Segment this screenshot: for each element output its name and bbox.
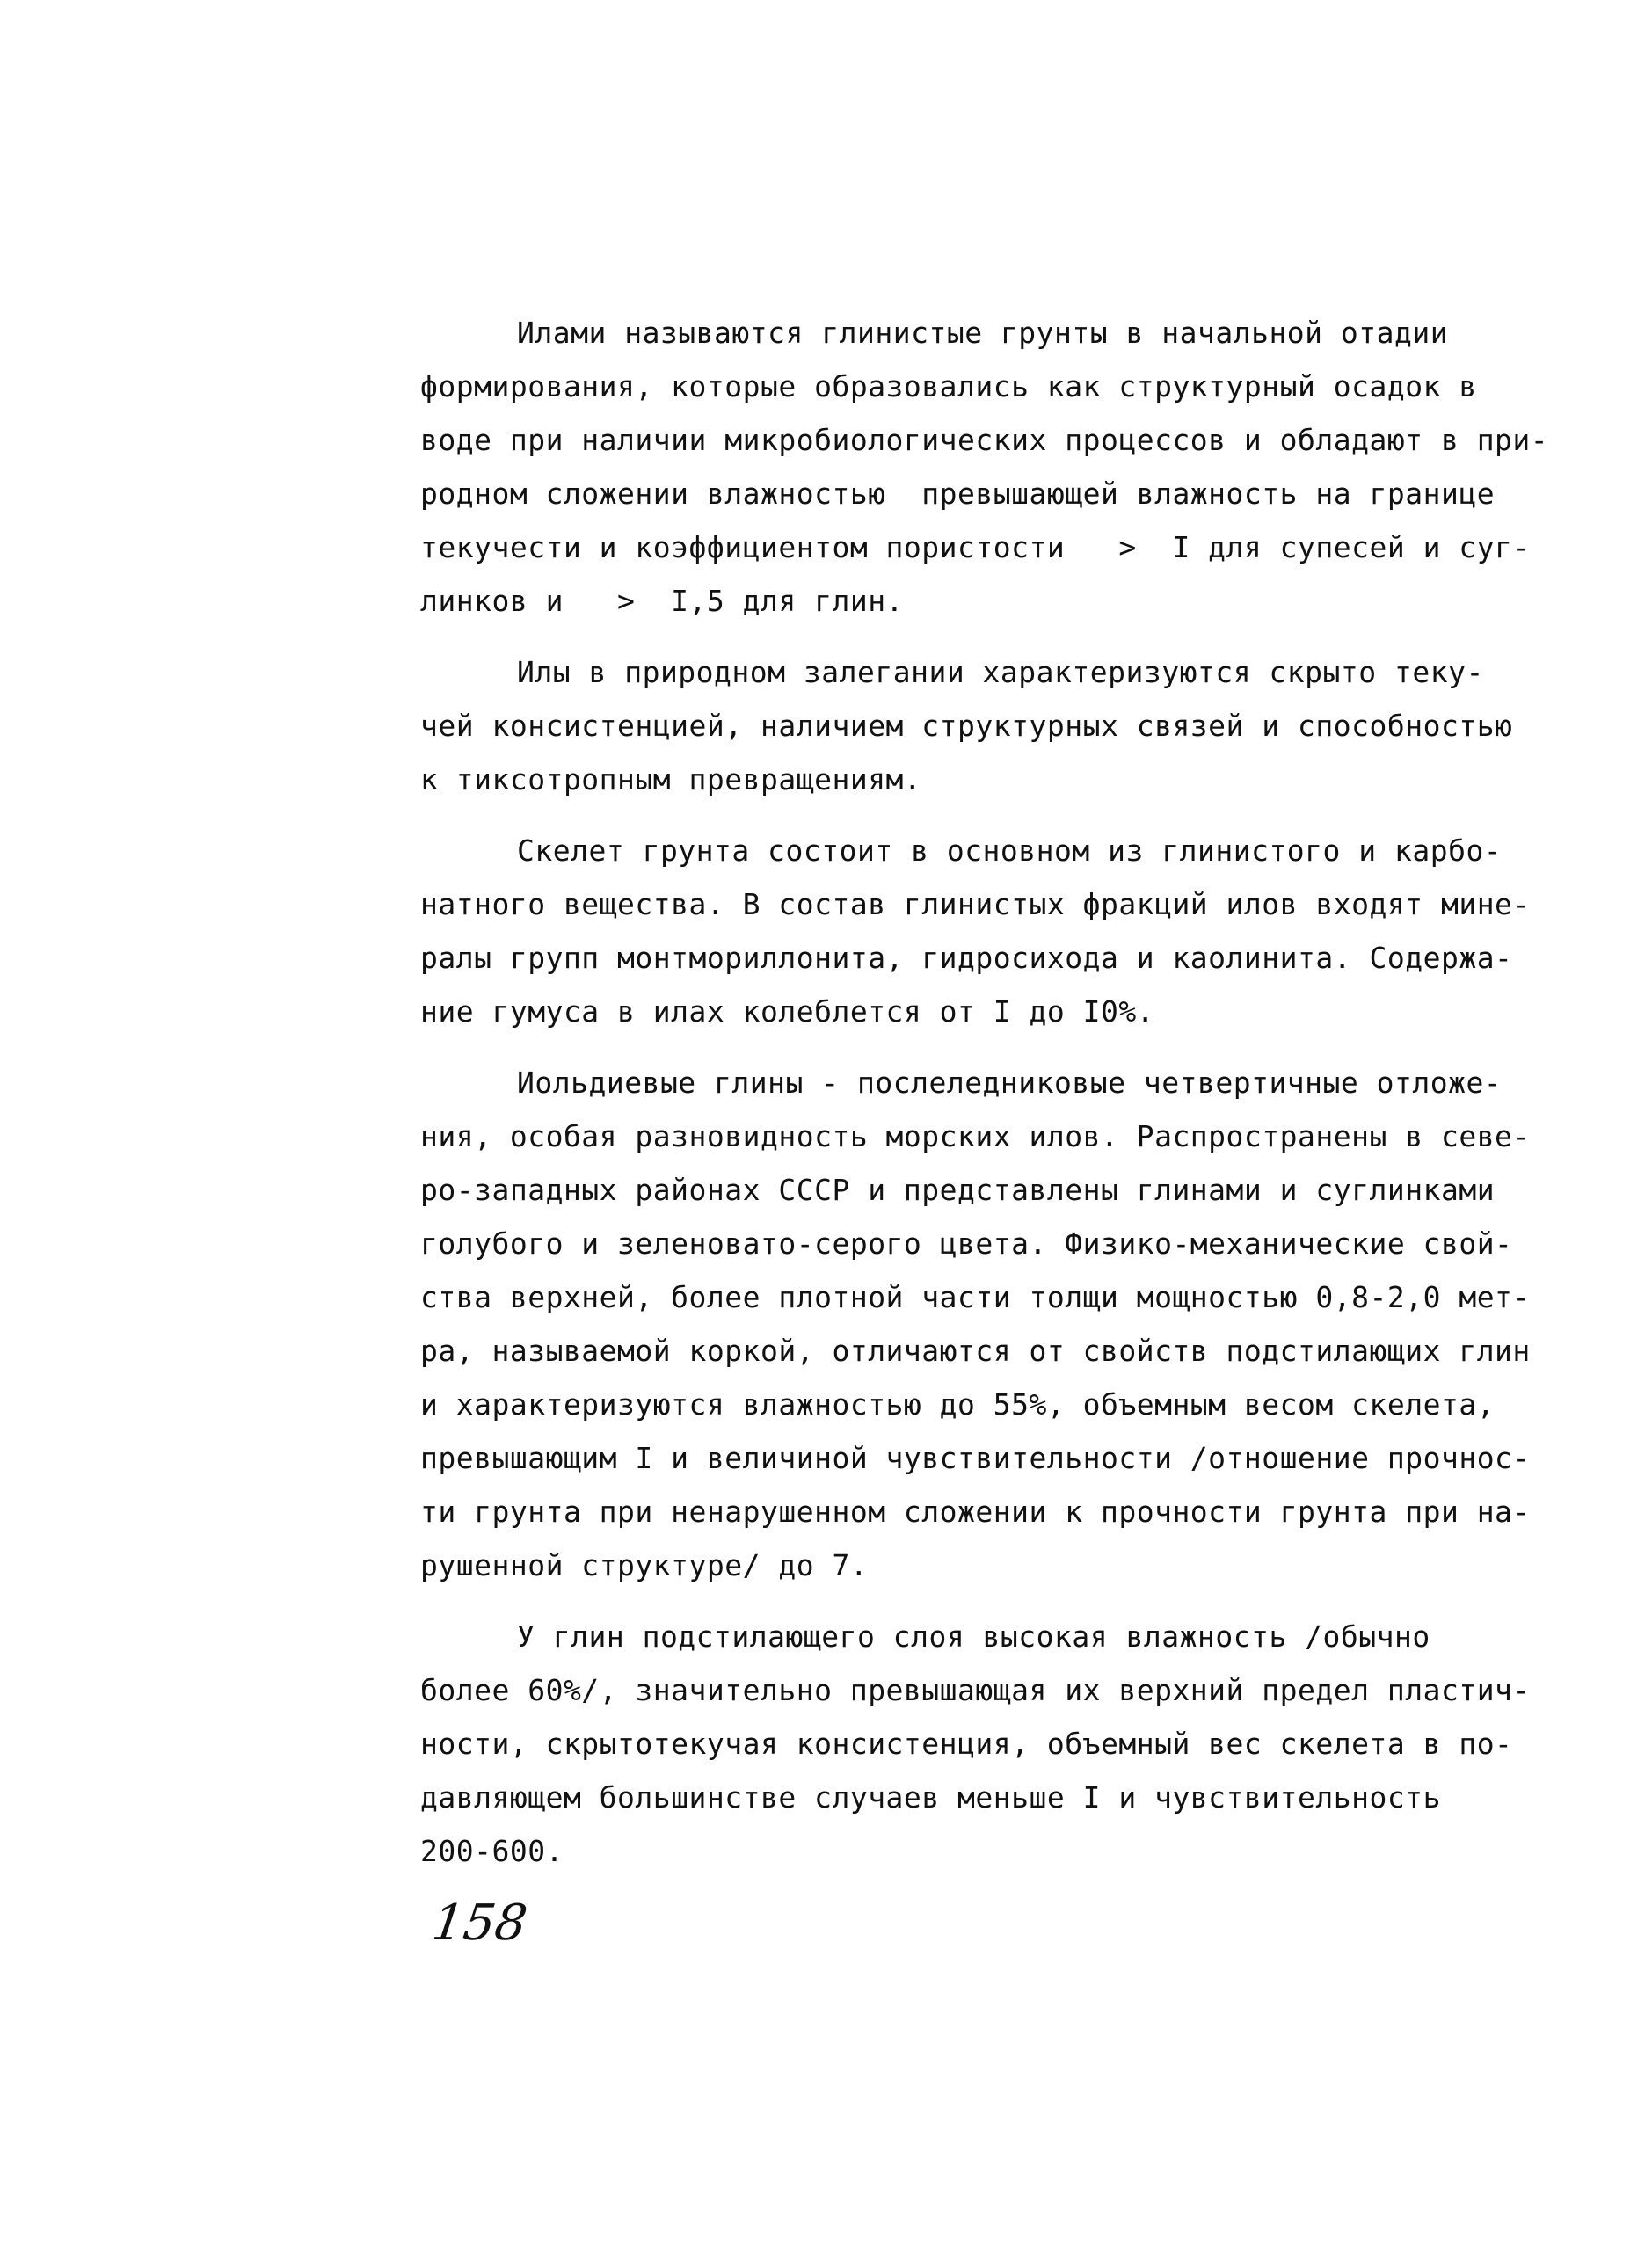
text-line: ния, особая разновидность морских илов. Распространены в севе-: [420, 1119, 1531, 1153]
text-line: У глин подстилающего слоя высокая влажность /обычно: [517, 1619, 1430, 1654]
text-line: натного вещества. В состав глинистых фракций илов входят мине-: [420, 887, 1531, 921]
text-line: ралы групп монтмориллонита, гидросихода и каолинита. Содержа-: [420, 941, 1513, 975]
text-line: Иольдиевые глины - послеледниковые четвертичные отложе-: [517, 1066, 1503, 1100]
paragraph: [420, 306, 1549, 628]
text-line: ро-западных районах СССР и представлены глинами и суглинками: [420, 1173, 1496, 1207]
text-line: рушенной структуре/ до 7.: [420, 1548, 869, 1582]
paragraph: [420, 1056, 1531, 1592]
text-line: ра, называемой коркой, отличаются от свойств подстилающих глин: [420, 1334, 1531, 1368]
text-line: воде при наличии микробиологических процессов и обладают в при-: [420, 423, 1549, 457]
text-line: более 60%/, значительно превышающая их верхний предел пластич-: [420, 1673, 1531, 1707]
text-line: голубого и зеленовато-серого цвета. Физико-механические свой-: [420, 1226, 1513, 1261]
text-line: линков и > I,5 для глин.: [420, 584, 904, 618]
text-line: к тиксотропным превращениям.: [420, 762, 922, 797]
text-line: и характеризуются влажностью до 55%, объемным весом скелета,: [420, 1387, 1496, 1422]
text-line: родном сложении влажностью превышающей влажность на границе: [420, 476, 1496, 511]
paragraph: [420, 1610, 1531, 1878]
text-line: ние гумуса в илах колеблется от I до I0%.: [420, 994, 1155, 1029]
body-text: [420, 306, 1549, 1878]
text-line: текучести и коэффициентом пористости > I для супесей и суг-: [420, 530, 1531, 564]
text-line: 200-600.: [420, 1834, 564, 1868]
text-line: Скелет грунта состоит в основном из глинистого и карбо-: [517, 833, 1503, 868]
paragraph: [420, 645, 1513, 806]
handwritten-page-number: 158: [428, 1895, 531, 1952]
text-line: Илами называются глинистые грунты в начальной отадии: [517, 316, 1449, 350]
text-line: давляющем большинстве случаев меньше I и чувствительность: [420, 1780, 1441, 1815]
text-line: ства верхней, более плотной части толщи мощностью 0,8-2,0 мет-: [420, 1280, 1531, 1314]
text-line: превышающим I и величиной чувствительности /отношение прочнос-: [420, 1441, 1531, 1475]
text-line: ности, скрытотекучая консистенция, объемный вес скелета в по-: [420, 1727, 1513, 1761]
paragraph: [420, 824, 1531, 1038]
text-line: ти грунта при ненарушенном сложении к прочности грунта при на-: [420, 1495, 1531, 1529]
text-line: Илы в природном залегании характеризуются скрыто теку-: [517, 655, 1484, 689]
text-line: чей консистенцией, наличием структурных связей и способностью: [420, 709, 1513, 743]
text-line: формирования, которые образовались как структурный осадок в: [420, 369, 1477, 404]
